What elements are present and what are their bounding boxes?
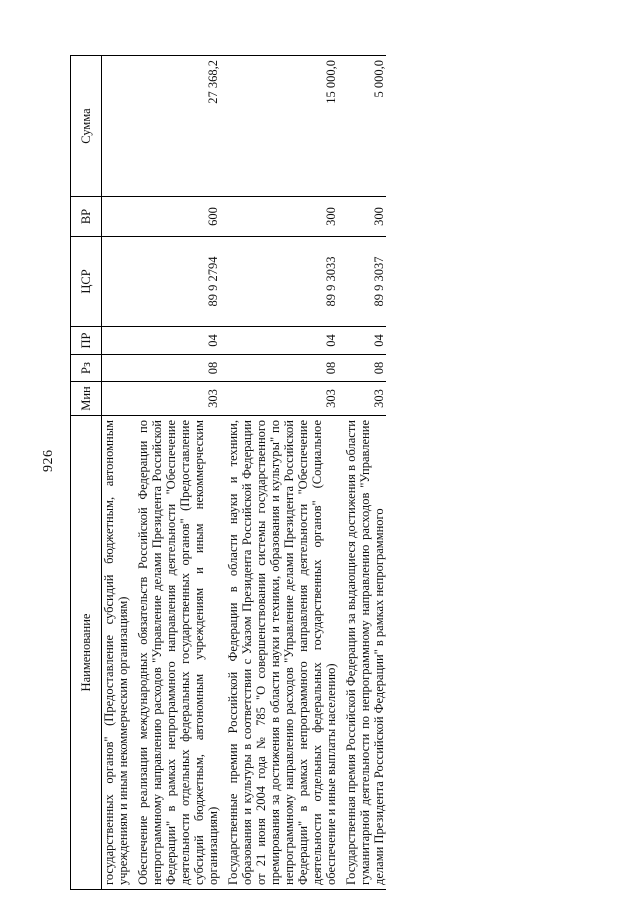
table-row [226,56,338,890]
table-row [102,56,131,890]
row-rz: 08 [136,355,220,382]
row-name: Государственная премия Российской Федерации за выдающиеся достижения в области гуманитарной деятельности по непрограммному направлению расходов "Управление делами Президента Российской Федерации" в рамках непрограммного [344,416,386,890]
table-row [136,56,220,890]
row-min [102,382,131,416]
header-min: Мин [71,382,102,416]
row-sum [102,56,131,197]
row-pr: 04 [226,327,338,355]
row-pr: 04 [136,327,220,355]
row-sum: 15 000,0 [226,56,338,197]
row-vr: 300 [226,197,338,237]
row-sum: 27 368,2 [136,56,220,197]
header-name: Наименование [71,416,102,890]
header-sum: Сумма [71,56,102,197]
header-rz: Рз [71,355,102,382]
row-rz: 08 [344,355,386,382]
row-pr: 04 [344,327,386,355]
table-row [344,56,386,890]
row-csr: 89 9 2794 [136,237,220,327]
row-vr [102,197,131,237]
row-csr: 89 9 3037 [344,237,386,327]
row-sum: 5 000,0 [344,56,386,197]
row-name: Обеспечение реализации международных обязательств Российской Федерации по непрограммному направлению расходов "Управление делами Президента Российской Федерации" в рамках непрограммного направления деятельности "Обеспечение деятельности отдельных федеральных государственных органов" (Предоставление субсидий бюджетным, автономным учреждениям и иным некоммерческим организациям) [136,416,220,890]
row-rz: 08 [226,355,338,382]
row-min: 303 [226,382,338,416]
row-min: 303 [136,382,220,416]
table-header-row [71,56,102,890]
header-csr: ЦСР [71,237,102,327]
row-name: Государственные премии Российской Федерации в области науки и техники, образования и культуры в соответствии с Указом Президента Российской Федерации от 21 июня 2004 года № 785 "О совершенствовании системы государственного премирования за достижения в области науки и техники, образования и культуры" по непрограммному направлению расходов "Управление делами Президента Российской Федерации" в рамках непрограммного направления деятельности "Обеспечение деятельности отдельных федеральных государственных органов" (Социальное обеспечение и иные выплаты населению) [226,416,338,890]
budget-table [70,55,386,890]
row-pr [102,327,131,355]
row-min: 303 [344,382,386,416]
header-vr: ВР [71,197,102,237]
row-vr: 300 [344,197,386,237]
row-name: государственных органов" (Предоставление субсидий бюджетным, автономным учреждениям и иным некоммерческим организациям) [102,416,131,890]
row-csr: 89 9 3033 [226,237,338,327]
row-csr [102,237,131,327]
row-rz [102,355,131,382]
page-number: 926 [41,449,56,472]
header-pr: ПР [71,327,102,355]
row-vr: 600 [136,197,220,237]
